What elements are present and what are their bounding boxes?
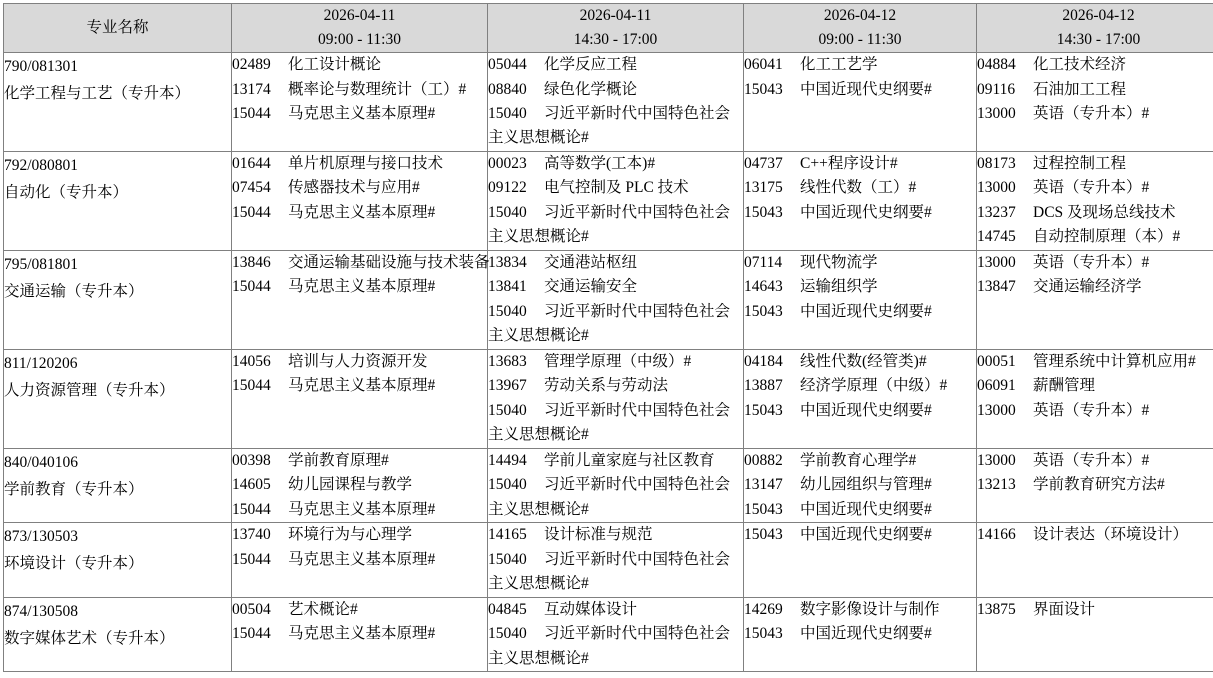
header-slot-4-time: 14:30 - 17:00	[977, 28, 1213, 52]
course-code: 13000	[977, 102, 1029, 126]
course-entry	[977, 350, 1213, 374]
course-entry	[488, 399, 743, 448]
course-name: 经济学原理（中级）#	[800, 377, 947, 394]
course-code: 14269	[744, 598, 796, 622]
course-slot-cell	[977, 151, 1213, 250]
course-name: 石油加工工程	[1033, 81, 1126, 98]
major-id: 792/080801	[4, 152, 231, 179]
header-slot-4-date: 2026-04-12	[977, 4, 1213, 28]
course-code: 13174	[232, 78, 284, 102]
course-code: 08840	[488, 78, 540, 102]
header-slot-1-date: 2026-04-11	[232, 4, 487, 28]
header-slot-2-time: 14:30 - 17:00	[488, 28, 743, 52]
course-slot-cell	[744, 349, 977, 448]
course-entry	[744, 598, 976, 622]
course-entry	[744, 449, 976, 473]
course-entry	[232, 498, 487, 522]
course-code: 15040	[488, 102, 540, 126]
course-code: 13237	[977, 201, 1029, 225]
course-entry	[488, 548, 743, 597]
course-name: 界面设计	[1033, 601, 1095, 618]
course-name: 马克思主义基本原理#	[288, 278, 435, 295]
course-slot-cell	[488, 53, 744, 152]
course-name: 传感器技术与应用#	[288, 179, 420, 196]
course-code: 07114	[744, 251, 796, 275]
course-slot-cell	[488, 250, 744, 349]
course-name: 英语（专升本）#	[1033, 402, 1149, 419]
course-entry	[488, 449, 743, 473]
course-code: 14745	[977, 225, 1029, 249]
course-name: 互动媒体设计	[544, 601, 637, 618]
course-code: 02489	[232, 53, 284, 77]
course-entry	[744, 78, 976, 102]
course-entry	[232, 78, 487, 102]
course-code: 13000	[977, 449, 1029, 473]
course-entry	[232, 598, 487, 622]
course-name: 环境行为与心理学	[288, 526, 412, 543]
course-entry	[744, 300, 976, 324]
table-row	[4, 250, 1213, 349]
course-code: 14165	[488, 523, 540, 547]
course-code: 15040	[488, 399, 540, 423]
major-name: 交通运输（专升本）	[4, 278, 231, 305]
course-slot-cell	[977, 597, 1213, 671]
course-entry	[488, 374, 743, 398]
table-row	[4, 448, 1213, 522]
course-entry	[488, 53, 743, 77]
course-entry	[488, 598, 743, 622]
major-cell	[4, 448, 232, 522]
course-code: 07454	[232, 176, 284, 200]
course-name: 习近平新时代中国特色社会主义思想概论#	[488, 476, 730, 517]
course-slot-cell	[977, 53, 1213, 152]
course-slot-cell	[744, 151, 977, 250]
course-slot-cell	[488, 448, 744, 522]
course-entry	[232, 251, 487, 275]
course-slot-cell	[488, 523, 744, 597]
course-slot-cell	[232, 448, 488, 522]
course-name: 设计表达（环境设计）	[1033, 526, 1188, 543]
course-entry	[977, 598, 1213, 622]
course-name: 幼儿园组织与管理#	[800, 476, 932, 493]
table-row	[4, 151, 1213, 250]
course-code: 15044	[232, 374, 284, 398]
course-slot-cell	[232, 523, 488, 597]
course-name: 管理系统中计算机应用#	[1033, 353, 1196, 370]
major-name: 数字媒体艺术（专升本）	[4, 625, 231, 652]
course-code: 15044	[232, 275, 284, 299]
course-code: 13841	[488, 275, 540, 299]
course-name: 马克思主义基本原理#	[288, 377, 435, 394]
course-name: 设计标准与规范	[544, 526, 653, 543]
course-code: 15040	[488, 548, 540, 572]
course-name: 现代物流学	[800, 254, 878, 271]
header-slot-3	[744, 4, 977, 53]
course-entry	[977, 78, 1213, 102]
course-entry	[977, 523, 1213, 547]
major-cell	[4, 597, 232, 671]
course-name: 马克思主义基本原理#	[288, 105, 435, 122]
course-entry	[488, 152, 743, 176]
course-entry	[744, 374, 976, 398]
course-code: 15044	[232, 548, 284, 572]
course-slot-cell	[977, 448, 1213, 522]
course-name: 英语（专升本）#	[1033, 105, 1149, 122]
course-name: 艺术概论#	[288, 601, 358, 618]
course-code: 00398	[232, 449, 284, 473]
course-name: 幼儿园课程与教学	[288, 476, 412, 493]
header-slot-1-time: 09:00 - 11:30	[232, 28, 487, 52]
major-cell	[4, 53, 232, 152]
header-slot-4	[977, 4, 1213, 53]
course-name: 习近平新时代中国特色社会主义思想概论#	[488, 625, 730, 666]
course-code: 15044	[232, 622, 284, 646]
course-code: 04884	[977, 53, 1029, 77]
course-name: 中国近现代史纲要#	[800, 204, 932, 221]
course-code: 13887	[744, 374, 796, 398]
course-code: 15043	[744, 201, 796, 225]
course-entry	[977, 374, 1213, 398]
course-code: 06041	[744, 53, 796, 77]
major-name: 学前教育（专升本）	[4, 476, 231, 503]
course-code: 15044	[232, 201, 284, 225]
course-code: 15043	[744, 622, 796, 646]
major-name: 人力资源管理（专升本）	[4, 377, 231, 404]
course-entry	[232, 548, 487, 572]
course-code: 13175	[744, 176, 796, 200]
table-header	[4, 4, 1213, 53]
course-slot-cell	[232, 349, 488, 448]
course-name: 管理学原理（中级）#	[544, 353, 691, 370]
course-entry	[744, 176, 976, 200]
table-row	[4, 597, 1213, 671]
course-name: 化学反应工程	[544, 56, 637, 73]
course-name: 概率论与数理统计（工）#	[288, 81, 466, 98]
header-slot-3-time: 09:00 - 11:30	[744, 28, 976, 52]
course-entry	[232, 53, 487, 77]
course-code: 13875	[977, 598, 1029, 622]
course-slot-cell	[744, 53, 977, 152]
course-code: 15044	[232, 102, 284, 126]
course-code: 13846	[232, 251, 284, 275]
course-entry	[488, 102, 743, 151]
course-name: C++程序设计#	[800, 155, 898, 172]
course-entry	[488, 275, 743, 299]
major-id: 874/130508	[4, 598, 231, 625]
table-body	[4, 53, 1213, 672]
course-name: 线性代数(经管类)#	[800, 353, 927, 370]
header-slot-2-date: 2026-04-11	[488, 4, 743, 28]
course-name: 单片机原理与接口技术	[288, 155, 443, 172]
course-name: 化工工艺学	[800, 56, 878, 73]
course-entry	[232, 350, 487, 374]
course-slot-cell	[744, 597, 977, 671]
course-entry	[488, 622, 743, 671]
course-name: 马克思主义基本原理#	[288, 204, 435, 221]
course-name: 马克思主义基本原理#	[288, 501, 435, 518]
course-name: 交通运输经济学	[1033, 278, 1142, 295]
course-entry	[232, 152, 487, 176]
course-name: 习近平新时代中国特色社会主义思想概论#	[488, 204, 730, 245]
course-name: 马克思主义基本原理#	[288, 551, 435, 568]
course-name: 自动控制原理（本）#	[1033, 228, 1180, 245]
course-slot-cell	[977, 349, 1213, 448]
course-code: 13000	[977, 176, 1029, 200]
header-slot-2	[488, 4, 744, 53]
course-entry	[232, 449, 487, 473]
course-name: 化工设计概论	[288, 56, 381, 73]
course-code: 13967	[488, 374, 540, 398]
course-entry	[232, 473, 487, 497]
course-code: 13000	[977, 399, 1029, 423]
major-id: 790/081301	[4, 53, 231, 80]
course-name: DCS 及现场总线技术	[1033, 204, 1176, 221]
course-entry	[744, 523, 976, 547]
course-name: 电气控制及 PLC 技术	[544, 179, 689, 196]
course-name: 习近平新时代中国特色社会主义思想概论#	[488, 105, 730, 146]
course-entry	[488, 523, 743, 547]
course-name: 培训与人力资源开发	[288, 353, 428, 370]
course-code: 15040	[488, 201, 540, 225]
course-entry	[488, 78, 743, 102]
course-code: 14605	[232, 473, 284, 497]
course-code: 13147	[744, 473, 796, 497]
course-code: 13683	[488, 350, 540, 374]
course-code: 13213	[977, 473, 1029, 497]
course-name: 习近平新时代中国特色社会主义思想概论#	[488, 551, 730, 592]
course-name: 英语（专升本）#	[1033, 179, 1149, 196]
course-name: 中国近现代史纲要#	[800, 526, 932, 543]
course-code: 15043	[744, 523, 796, 547]
header-major: 专业名称	[4, 4, 232, 53]
course-entry	[232, 622, 487, 646]
major-name: 环境设计（专升本）	[4, 550, 231, 577]
course-name: 中国近现代史纲要#	[800, 303, 932, 320]
table-row	[4, 349, 1213, 448]
course-code: 09116	[977, 78, 1029, 102]
course-code: 15044	[232, 498, 284, 522]
course-name: 交通港站枢纽	[544, 254, 637, 271]
major-cell	[4, 523, 232, 597]
course-code: 14056	[232, 350, 284, 374]
course-code: 14494	[488, 449, 540, 473]
course-entry	[488, 300, 743, 349]
header-slot-3-date: 2026-04-12	[744, 4, 976, 28]
course-entry	[977, 53, 1213, 77]
major-cell	[4, 349, 232, 448]
course-code: 01644	[232, 152, 284, 176]
course-entry	[977, 251, 1213, 275]
major-name: 自动化（专升本）	[4, 179, 231, 206]
exam-schedule-table	[3, 3, 1213, 672]
course-slot-cell	[488, 597, 744, 671]
course-name: 交通运输安全	[544, 278, 637, 295]
course-name: 中国近现代史纲要#	[800, 81, 932, 98]
course-entry	[744, 498, 976, 522]
course-entry	[977, 449, 1213, 473]
major-cell	[4, 250, 232, 349]
course-entry	[977, 152, 1213, 176]
course-slot-cell	[488, 349, 744, 448]
course-entry	[977, 399, 1213, 423]
course-slot-cell	[744, 448, 977, 522]
course-code: 14166	[977, 523, 1029, 547]
course-entry	[232, 201, 487, 225]
major-id: 811/120206	[4, 350, 231, 377]
course-code: 13740	[232, 523, 284, 547]
header-row	[4, 4, 1213, 53]
course-entry	[488, 176, 743, 200]
major-cell	[4, 151, 232, 250]
course-code: 04845	[488, 598, 540, 622]
course-name: 绿色化学概论	[544, 81, 637, 98]
course-name: 中国近现代史纲要#	[800, 402, 932, 419]
course-code: 15043	[744, 399, 796, 423]
course-entry	[744, 622, 976, 646]
course-code: 15040	[488, 300, 540, 324]
course-code: 15040	[488, 622, 540, 646]
course-entry	[232, 523, 487, 547]
course-entry	[488, 201, 743, 250]
course-entry	[744, 350, 976, 374]
course-entry	[744, 201, 976, 225]
course-slot-cell	[232, 151, 488, 250]
course-slot-cell	[744, 250, 977, 349]
course-entry	[977, 201, 1213, 225]
course-code: 14643	[744, 275, 796, 299]
course-code: 00051	[977, 350, 1029, 374]
major-id: 840/040106	[4, 449, 231, 476]
course-entry	[232, 176, 487, 200]
course-name: 学前儿童家庭与社区教育	[544, 452, 715, 469]
course-name: 习近平新时代中国特色社会主义思想概论#	[488, 303, 730, 344]
course-entry	[744, 399, 976, 423]
course-slot-cell	[232, 597, 488, 671]
course-entry	[977, 225, 1213, 249]
course-name: 学前教育心理学#	[800, 452, 916, 469]
course-entry	[744, 53, 976, 77]
course-name: 数字影像设计与制作	[800, 601, 940, 618]
course-name: 薪酬管理	[1033, 377, 1095, 394]
course-entry	[744, 152, 976, 176]
course-entry	[232, 275, 487, 299]
course-code: 00504	[232, 598, 284, 622]
course-entry	[744, 251, 976, 275]
course-code: 09122	[488, 176, 540, 200]
course-slot-cell	[977, 523, 1213, 597]
course-name: 运输组织学	[800, 278, 878, 295]
course-name: 线性代数（工）#	[800, 179, 916, 196]
course-name: 学前教育研究方法#	[1033, 476, 1165, 493]
course-code: 13000	[977, 251, 1029, 275]
course-code: 15043	[744, 78, 796, 102]
course-entry	[744, 473, 976, 497]
course-name: 马克思主义基本原理#	[288, 625, 435, 642]
major-name: 化学工程与工艺（专升本）	[4, 80, 231, 107]
course-name: 英语（专升本）#	[1033, 452, 1149, 469]
course-code: 15043	[744, 498, 796, 522]
course-code: 04737	[744, 152, 796, 176]
course-name: 化工技术经济	[1033, 56, 1126, 73]
course-code: 13847	[977, 275, 1029, 299]
course-code: 08173	[977, 152, 1029, 176]
course-entry	[744, 275, 976, 299]
course-slot-cell	[232, 250, 488, 349]
course-entry	[977, 176, 1213, 200]
course-name: 中国近现代史纲要#	[800, 501, 932, 518]
course-entry	[232, 102, 487, 126]
header-slot-1	[232, 4, 488, 53]
course-slot-cell	[744, 523, 977, 597]
course-name: 习近平新时代中国特色社会主义思想概论#	[488, 402, 730, 443]
major-id: 873/130503	[4, 523, 231, 550]
course-name: 中国近现代史纲要#	[800, 625, 932, 642]
course-code: 15043	[744, 300, 796, 324]
table-row	[4, 53, 1213, 152]
course-code: 00023	[488, 152, 540, 176]
course-entry	[232, 374, 487, 398]
course-code: 05044	[488, 53, 540, 77]
course-code: 00882	[744, 449, 796, 473]
course-name: 学前教育原理#	[288, 452, 389, 469]
course-slot-cell	[977, 250, 1213, 349]
course-slot-cell	[232, 53, 488, 152]
course-code: 15040	[488, 473, 540, 497]
course-code: 06091	[977, 374, 1029, 398]
course-name: 劳动关系与劳动法	[544, 377, 668, 394]
course-entry	[488, 473, 743, 522]
course-entry	[977, 473, 1213, 497]
course-code: 04184	[744, 350, 796, 374]
course-entry	[488, 350, 743, 374]
course-slot-cell	[488, 151, 744, 250]
course-entry	[977, 275, 1213, 299]
major-id: 795/081801	[4, 251, 231, 278]
course-entry	[488, 251, 743, 275]
course-name: 高等数学(工本)#	[544, 155, 655, 172]
course-entry	[977, 102, 1213, 126]
course-name: 交通运输基础设施与技术装备	[288, 254, 490, 271]
course-name: 英语（专升本）#	[1033, 254, 1149, 271]
course-code: 13834	[488, 251, 540, 275]
course-name: 过程控制工程	[1033, 155, 1126, 172]
table-row	[4, 523, 1213, 597]
